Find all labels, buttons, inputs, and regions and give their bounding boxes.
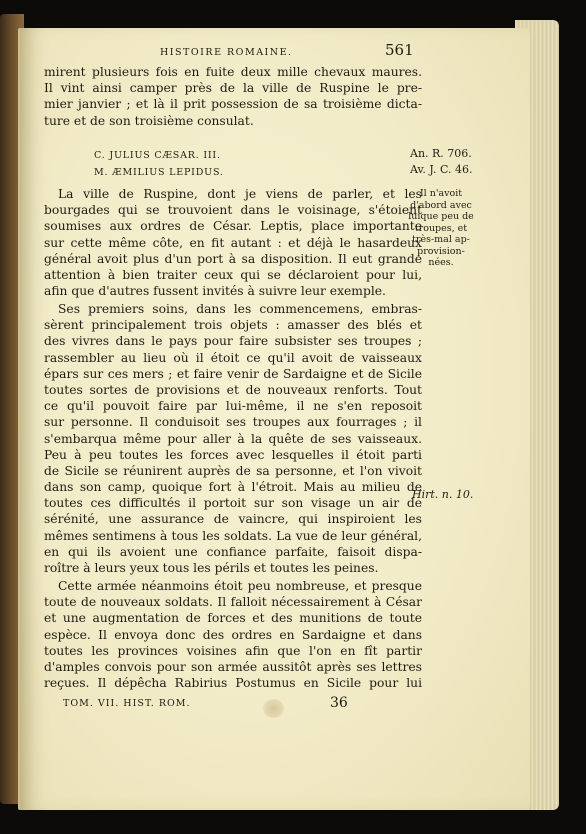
text-line: sèrent principalement trois objets : amasser des blés et bbox=[44, 318, 422, 333]
text-line: mirent plusieurs fois en fuite deux mille chevaux maures. bbox=[44, 65, 422, 79]
paragraph-1 bbox=[44, 64, 422, 129]
text-line: sur personne. Il conduisoit ses troupes aux fourrages ; il bbox=[44, 415, 422, 430]
text-line: en qui ils avoient une confiance parfaite, faisoit dispa- bbox=[44, 544, 422, 559]
paragraph-2 bbox=[44, 186, 422, 299]
margin-note-line: troupes, et bbox=[414, 222, 468, 234]
text-line: ce qu'il pouvoit faire par lui-même, il ne s'en reposoit bbox=[44, 399, 422, 414]
text-line: ture et de son troisième consulat. bbox=[44, 113, 254, 128]
margin-reference: Hirt. n. 10. bbox=[412, 488, 474, 501]
text-line: toutes ces difficultés il portoit sur son visage un air de bbox=[44, 496, 422, 511]
margin-note-line: Il n'avoit bbox=[419, 188, 463, 199]
paragraph-3 bbox=[44, 301, 422, 576]
text-line: attention à bien traiter ceux qui se déclaroient pour lui, bbox=[44, 267, 422, 282]
text-line: de Sicile se réunirent auprès de sa personne, et l'on vivoit bbox=[44, 463, 422, 478]
margin-note-line: très-mal ap- bbox=[412, 234, 470, 245]
text-line: d'amples convois pour son armée aussitôt après ses lettres bbox=[44, 659, 422, 674]
text-line: épars sur ces mers ; et faire venir de Sardaigne et de Sicile bbox=[44, 366, 422, 381]
footer-volume: TOM. VII. HIST. ROM. bbox=[63, 698, 191, 709]
text-line: et une augmentation de forces et des munitions de toute bbox=[44, 611, 422, 626]
margin-note-line: provision- bbox=[417, 245, 465, 257]
text-line: espèce. Il envoya donc des ordres en Sardaigne et dans bbox=[44, 627, 422, 642]
year-note-line: An. R. 706. bbox=[410, 147, 472, 160]
text-line: Cette armée néanmoins étoit peu nombreuse, et presque bbox=[58, 579, 422, 593]
paragraph-4 bbox=[44, 578, 422, 691]
text-line: soumises aux ordres de César. Leptis, place importante bbox=[44, 219, 422, 234]
text-line: sérénité, une assurance de vaincre, qui inspiroient les bbox=[44, 512, 422, 527]
text-line: toutes sortes de provisions et de nouveaux renforts. Tout bbox=[44, 382, 422, 397]
text-line: toutes les provinces voisines afin que l'on en fît partir bbox=[44, 643, 422, 658]
text-line: Ses premiers soins, dans les commencemens, embras- bbox=[58, 302, 422, 316]
page-number: 561 bbox=[385, 41, 414, 59]
text-line: des vivres dans le pays pour faire subsister ses troupes ; bbox=[44, 334, 422, 349]
margin-note-line: nées. bbox=[428, 257, 454, 268]
text-line: toute de nouveaux soldats. Il falloit nécessairement à César bbox=[44, 595, 422, 610]
paper-stain bbox=[263, 699, 284, 718]
text-line: afin que d'autres fussent invités à suivre leur exemple. bbox=[44, 284, 386, 299]
footer-signature: 36 bbox=[330, 695, 348, 711]
text-line: Il vint ainsi camper près de la ville de Ruspine le pre- bbox=[44, 81, 422, 96]
text-line: mêmes sentimens à tous les soldats. La vue de leur général, bbox=[44, 528, 422, 543]
text-line: sur cette même côte, en fit autant : et déjà le hasardeux bbox=[44, 235, 422, 250]
consul-line: M. ÆMILIUS LEPIDUS. bbox=[94, 167, 224, 178]
text-line: général avoit plus d'un port à sa disposition. Il eut grande bbox=[44, 251, 422, 266]
consul-line: C. JULIUS CÆSAR. III. bbox=[94, 150, 221, 161]
text-line: reçues. Il dépêcha Rabirius Postumus en Sicile pour lui bbox=[44, 676, 422, 691]
text-line: roître à leurs yeux tous les périls et toutes les peines. bbox=[44, 561, 379, 575]
text-line: s'embarqua même pour aller à la quête de ses vaisseaux. bbox=[44, 431, 422, 446]
margin-note bbox=[405, 188, 477, 269]
running-title: HISTOIRE ROMAINE. bbox=[160, 47, 293, 58]
text-line: dans son camp, quoique fort à l'étroit. Mais au milieu de bbox=[44, 480, 422, 495]
text-line: rassembler au lieu où il étoit ce qu'il avoit de vaisseaux bbox=[44, 350, 422, 365]
text-line: bourgades qui se trouvoient dans le voisinage, s'étoient bbox=[44, 203, 422, 218]
text-line: mier janvier ; et là il prit possession de sa troisième dicta- bbox=[44, 97, 422, 112]
margin-note-line: luique peu de bbox=[408, 211, 474, 222]
year-note bbox=[410, 146, 472, 178]
text-line: Peu à peu toutes les forces avec lesquelles il étoit parti bbox=[44, 447, 422, 462]
consuls-list bbox=[94, 148, 224, 182]
text-line: La ville de Ruspine, dont je viens de parler, et les bbox=[58, 187, 422, 201]
margin-note-line: d'abord avec bbox=[410, 199, 472, 211]
year-note-line: Av. J. C. 46. bbox=[410, 163, 473, 176]
